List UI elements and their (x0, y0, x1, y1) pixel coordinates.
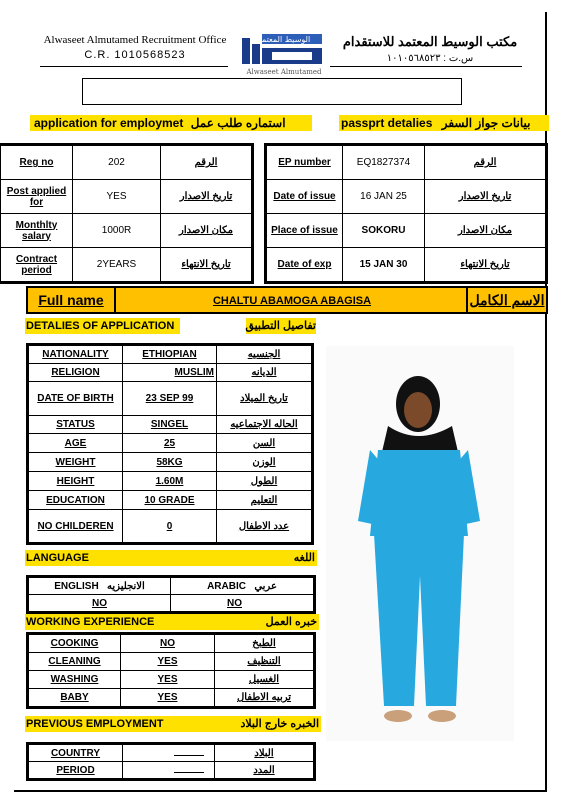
row-label: WASHING (29, 671, 121, 689)
table-row (1, 180, 252, 214)
logo-text-ar: الوسيط المعتمد (257, 35, 311, 44)
row-label: STATUS (29, 416, 123, 434)
arabic-label-en: ARABIC (207, 580, 246, 592)
table-row (29, 453, 312, 472)
row-label-ar: التنظيف (215, 653, 314, 671)
details-title-ar: تفاصيل التطبيق (245, 320, 316, 332)
arabic-label (171, 578, 314, 595)
row-label: RELIGION (29, 364, 123, 382)
table-row (1, 146, 252, 180)
row-value: 10 GRADE (123, 491, 217, 510)
english-label (29, 578, 171, 595)
row-value: ETHIOPIAN (123, 346, 217, 364)
row-value: 58KG (123, 453, 217, 472)
row-value: SOKORU (343, 214, 425, 248)
row-value: 202 (73, 146, 161, 180)
row-label: Date of exp (267, 248, 343, 282)
passport-title-en: passprt detalies (341, 116, 433, 130)
row-value: 1.60M (123, 472, 217, 491)
table-row (1, 248, 252, 282)
row-value: 16 JAN 25 (343, 180, 425, 214)
previous-table (26, 742, 316, 781)
row-label-ar: التعليم (217, 491, 312, 510)
row-label: Date of issue (267, 180, 343, 214)
row-label-ar: البلاد (215, 745, 314, 762)
table-row (267, 180, 546, 214)
company-logo (238, 30, 330, 78)
table-row (29, 635, 314, 653)
table-row (29, 434, 312, 453)
language-table (26, 575, 316, 614)
row-value: EQ1827374 (343, 146, 425, 180)
language-title-en: LANGUAGE (26, 552, 89, 564)
row-label-ar: مكان الاصدار (425, 214, 546, 248)
table-row (29, 472, 312, 491)
row-label: HEIGHT (29, 472, 123, 491)
arabic-label-ar: عربي (254, 580, 277, 592)
applicant-photo (326, 346, 514, 741)
table-row (267, 146, 546, 180)
row-label-ar: الغسيل (215, 671, 314, 689)
row-value: 25 (123, 434, 217, 453)
experience-title-ar: خبره العمل (265, 616, 317, 628)
table-row (29, 364, 312, 382)
row-label-ar: الديانه (217, 364, 312, 382)
row-label: EDUCATION (29, 491, 123, 510)
cr-number-en: C.R. 1010568523 (84, 49, 186, 61)
row-label-ar: الطبخ (215, 635, 314, 653)
row-label: NO CHILDEREN (29, 510, 123, 543)
row-label: COOKING (29, 635, 121, 653)
experience-table (26, 632, 316, 709)
table-row (29, 346, 312, 364)
table-row (29, 595, 314, 612)
table-row (29, 416, 312, 434)
english-label-ar: الانجليزيه (107, 580, 145, 592)
fullname-label-ar: الاسم الكامل (466, 288, 546, 312)
row-label: DATE OF BIRTH (29, 382, 123, 416)
language-title-ar: اللغه (293, 552, 315, 564)
row-value: 23 SEP 99 (123, 382, 217, 416)
table-row (29, 671, 314, 689)
row-label: CLEANING (29, 653, 121, 671)
office-header-en (40, 34, 230, 61)
row-label-ar: الحاله الاجتماعيه (217, 416, 312, 434)
row-label-ar: عدد الاطفال (217, 510, 312, 543)
blank-field-box (82, 78, 462, 105)
row-label: EP number (267, 146, 343, 180)
application-table (0, 143, 254, 284)
english-value: NO (29, 595, 171, 612)
row-value: YES (73, 180, 161, 214)
row-label-ar: الجنسيه (217, 346, 312, 364)
arabic-value: NO (171, 595, 314, 612)
passport-table (264, 143, 548, 284)
previous-title-en: PREVIOUS EMPLOYMENT (26, 718, 164, 730)
table-row (29, 382, 312, 416)
table-row (267, 214, 546, 248)
language-title (25, 550, 317, 566)
row-label: BABY (29, 689, 121, 707)
row-label-ar: تاريخ الاصدار (425, 180, 546, 214)
row-value: 15 JAN 30 (343, 248, 425, 282)
row-label-ar: السن (217, 434, 312, 453)
row-value: 1000R (73, 214, 161, 248)
table-row (29, 745, 314, 762)
row-label: Monthlty salary (1, 214, 73, 248)
row-value: 0 (123, 510, 217, 543)
experience-title (25, 614, 319, 630)
english-label-en: ENGLISH (54, 580, 99, 592)
divider (40, 66, 228, 67)
row-label: Reg no (1, 146, 73, 180)
row-label: WEIGHT (29, 453, 123, 472)
logo-text-en: Alwaseet Almutamed (246, 68, 322, 76)
cr-number-ar: س.ت : ١٠١٠٥٦٨٥٢٣ (386, 53, 474, 64)
office-header-ar (330, 34, 530, 64)
fullname-bar (26, 286, 548, 314)
row-value: 2YEARS (73, 248, 161, 282)
row-value: SINGEL (123, 416, 217, 434)
application-title-en: application for employmet (34, 116, 184, 130)
row-label: AGE (29, 434, 123, 453)
row-label-ar: تاريخ الاصدار (161, 180, 252, 214)
fullname-label: Full name (28, 288, 116, 312)
row-label-ar: تربيه الاطفال (215, 689, 314, 707)
office-name-en: Alwaseet Almutamed Recruitment Office (43, 34, 227, 46)
details-title: DETALIES OF APPLICATION (25, 318, 180, 334)
row-label-ar: المدد (215, 762, 314, 779)
row-label-ar: الرقم (425, 146, 546, 180)
table-row (267, 248, 546, 282)
row-label-ar: الطول (217, 472, 312, 491)
divider (330, 66, 522, 67)
row-label-ar: تاريخ الميلاد (217, 382, 312, 416)
row-label: NATIONALITY (29, 346, 123, 364)
details-table (26, 343, 314, 545)
application-title (30, 115, 312, 131)
experience-title-en: WORKING EXPERIENCE (26, 616, 155, 628)
row-value (123, 762, 215, 779)
row-value: YES (121, 689, 215, 707)
passport-title-ar: بيانات جواز السفر (441, 116, 531, 130)
fullname-value: CHALTU ABAMOGA ABAGISA (212, 295, 372, 307)
row-label-ar: تاريخ الانتهاء (161, 248, 252, 282)
table-row (29, 491, 312, 510)
table-row (29, 689, 314, 707)
table-row (29, 762, 314, 779)
table-row (29, 578, 314, 595)
row-label: Place of issue (267, 214, 343, 248)
row-label: Contract period (1, 248, 73, 282)
table-row (1, 214, 252, 248)
row-value (123, 745, 215, 762)
previous-title-ar: الخبره خارج البلاد (240, 718, 319, 730)
previous-title (25, 716, 321, 732)
row-value: YES (121, 671, 215, 689)
row-label-ar: تاريخ الانتهاء (425, 248, 546, 282)
row-value: MUSLIM (123, 364, 217, 382)
row-label-ar: مكان الاصدار (161, 214, 252, 248)
passport-title (339, 115, 549, 131)
row-value: YES (121, 653, 215, 671)
row-label: PERIOD (29, 762, 123, 779)
row-label-ar: الرقم (161, 146, 252, 180)
row-label: Post applied for (1, 180, 73, 214)
table-row (29, 510, 312, 543)
row-label: COUNTRY (29, 745, 123, 762)
office-name-ar: مكتب الوسيط المعتمد للاستقدام (342, 34, 518, 49)
row-label-ar: الوزن (217, 453, 312, 472)
row-value: NO (121, 635, 215, 653)
application-title-ar: استماره طلب عمل (190, 116, 286, 130)
table-row (29, 653, 314, 671)
